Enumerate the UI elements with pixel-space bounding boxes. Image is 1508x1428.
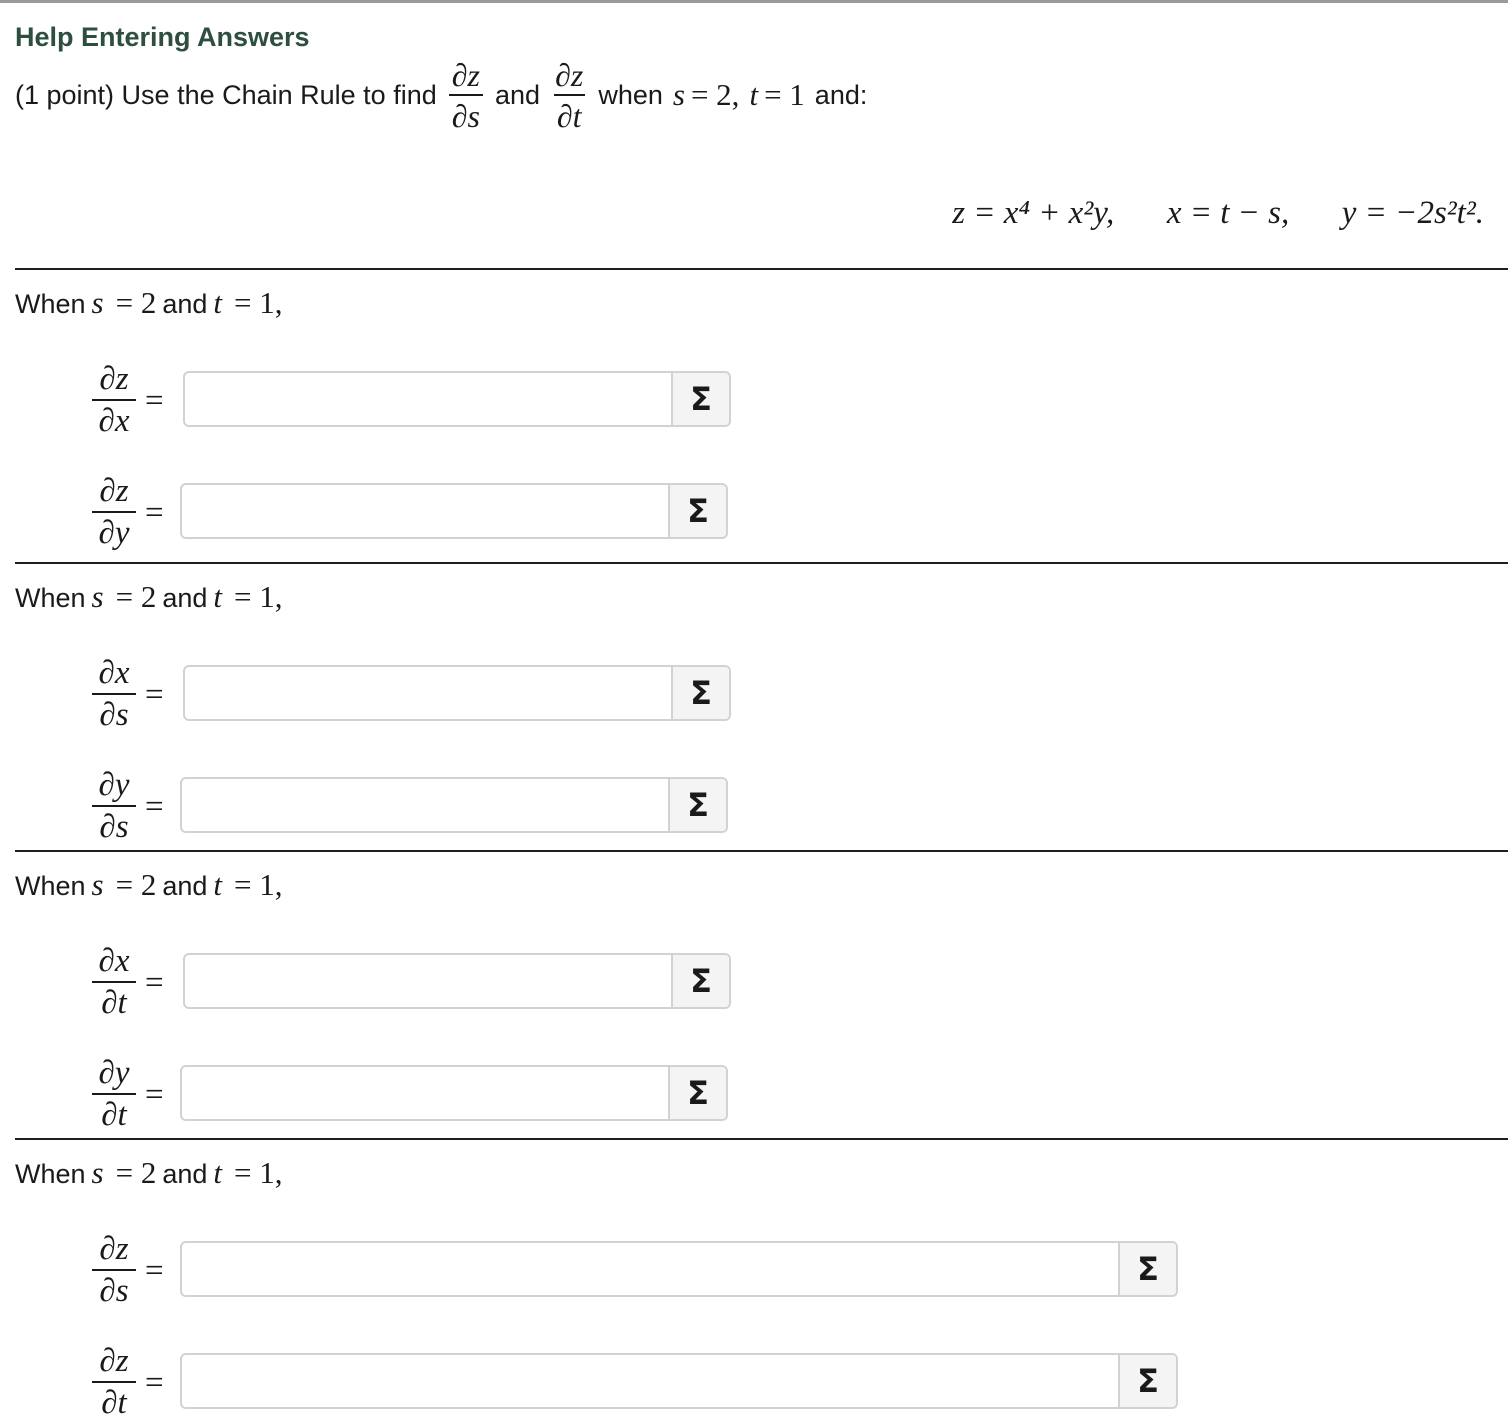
fraction-numerator: ∂y — [98, 1055, 130, 1091]
and-label: and — [162, 583, 208, 613]
fraction-numerator: ∂z — [99, 1343, 129, 1379]
var-t: t — [213, 867, 223, 902]
problem-intro: (1 point) Use the Chain Rule to find — [15, 79, 437, 110]
and-label: and — [162, 871, 208, 901]
answer-field-dx-dt[interactable] — [183, 953, 731, 1009]
help-entering-answers-link[interactable]: Help Entering Answers — [15, 22, 310, 52]
equals-sign: = — [145, 789, 164, 825]
section-divider — [15, 268, 1508, 270]
s-value: = 2 — [115, 285, 157, 320]
dz-ds-fraction — [95, 1233, 133, 1308]
fraction-numerator: ∂z — [99, 473, 129, 509]
fraction-numerator: ∂z — [99, 361, 129, 397]
answer-field-dz-dy[interactable] — [180, 483, 728, 539]
answer-field-dy-dt[interactable] — [180, 1065, 728, 1121]
answer-input-dz-dt[interactable] — [182, 1355, 1118, 1407]
answer-field-dz-ds[interactable] — [180, 1241, 1178, 1297]
s-value: = 2 — [115, 867, 157, 902]
equation-editor-button[interactable]: Σ — [671, 373, 729, 425]
when-label: When — [15, 289, 86, 319]
equation-editor-button[interactable]: Σ — [671, 955, 729, 1007]
fraction-numerator: ∂z — [451, 56, 480, 93]
z-definition: z = x⁴ + x²y, — [952, 195, 1115, 231]
t-value: = 1, — [234, 285, 283, 320]
fraction-denominator: ∂t — [92, 1093, 136, 1132]
fraction-denominator: ∂t — [92, 1381, 136, 1420]
answer-field-dx-ds[interactable] — [183, 665, 731, 721]
equals-sign: = — [145, 1253, 164, 1289]
answer-input-dy-dt[interactable] — [182, 1067, 668, 1119]
function-definitions — [952, 195, 1484, 232]
when-text: when — [598, 79, 663, 110]
t-value: = 1, — [234, 579, 283, 614]
fraction-numerator: ∂y — [98, 767, 130, 803]
var-t: t — [213, 1155, 223, 1190]
t-value: = 1, — [234, 867, 283, 902]
answer-field-dz-dt[interactable] — [180, 1353, 1178, 1409]
answer-field-dy-ds[interactable] — [180, 777, 728, 833]
section-heading — [15, 1155, 289, 1191]
dx-ds-fraction — [95, 657, 133, 732]
var-s: s — [91, 285, 104, 320]
s-value: = 2 — [115, 1155, 157, 1190]
problem-statement — [15, 55, 867, 135]
dz-dx-fraction — [95, 363, 133, 438]
fraction-numerator: ∂x — [98, 943, 130, 979]
and-colon-text: and: — [814, 79, 868, 110]
equation-editor-button[interactable]: Σ — [671, 667, 729, 719]
answer-input-dx-dt[interactable] — [185, 955, 671, 1007]
answer-input-dy-ds[interactable] — [182, 779, 668, 831]
equals-sign: = — [145, 495, 164, 531]
when-label: When — [15, 583, 86, 613]
fraction-denominator: ∂t — [554, 94, 585, 132]
and-label: and — [162, 1159, 208, 1189]
equals-sign: = — [145, 677, 164, 713]
var-t: t — [213, 285, 223, 320]
y-definition: y = −2s²t². — [1341, 195, 1484, 231]
equals-sign: = — [145, 383, 164, 419]
dy-dt-fraction — [95, 1057, 133, 1132]
section-heading — [15, 285, 289, 321]
fraction-denominator: ∂s — [92, 1269, 136, 1308]
when-label: When — [15, 1159, 86, 1189]
dz-ds-fraction — [449, 56, 483, 134]
var-s: s — [91, 867, 104, 902]
equals-sign: = — [145, 965, 164, 1001]
section-heading — [15, 579, 289, 615]
equation-editor-button[interactable]: Σ — [668, 779, 726, 831]
s-value: = 2 — [115, 579, 157, 614]
equation-editor-button[interactable]: Σ — [668, 1067, 726, 1119]
fraction-denominator: ∂x — [92, 399, 136, 438]
equals-sign: = — [145, 1365, 164, 1401]
var-s: s — [91, 1155, 104, 1190]
answer-input-dz-dx[interactable] — [185, 373, 671, 425]
and-text: and — [495, 79, 541, 110]
answer-input-dz-dy[interactable] — [182, 485, 668, 537]
and-label: and — [162, 289, 208, 319]
section-divider — [15, 1138, 1508, 1140]
when-label: When — [15, 871, 86, 901]
fraction-numerator: ∂z — [555, 56, 584, 93]
var-s: s — [91, 579, 104, 614]
top-rule — [0, 0, 1508, 3]
dz-dt-fraction — [95, 1345, 133, 1420]
dx-dt-fraction — [95, 945, 133, 1020]
answer-input-dx-ds[interactable] — [185, 667, 671, 719]
equals-sign: = — [145, 1077, 164, 1113]
s-value: = 2, — [690, 77, 740, 112]
fraction-numerator: ∂x — [98, 655, 130, 691]
equation-editor-button[interactable]: Σ — [1118, 1243, 1176, 1295]
dz-dt-fraction — [552, 56, 586, 134]
answer-field-dz-dx[interactable] — [183, 371, 731, 427]
var-t: t — [749, 77, 759, 112]
t-value: = 1, — [234, 1155, 283, 1190]
fraction-denominator: ∂s — [92, 693, 136, 732]
dy-ds-fraction — [95, 769, 133, 844]
t-value: = 1 — [764, 77, 805, 112]
answer-input-dz-ds[interactable] — [182, 1243, 1118, 1295]
var-t: t — [213, 579, 223, 614]
dz-dy-fraction — [95, 475, 133, 550]
fraction-denominator: ∂t — [92, 981, 136, 1020]
section-divider — [15, 562, 1508, 564]
x-definition: x = t − s, — [1166, 195, 1290, 231]
equation-editor-button[interactable]: Σ — [668, 485, 726, 537]
var-s: s — [672, 77, 685, 112]
section-divider — [15, 850, 1508, 852]
fraction-numerator: ∂z — [99, 1231, 129, 1267]
fraction-denominator: ∂y — [92, 511, 136, 550]
fraction-denominator: ∂s — [92, 805, 136, 844]
section-heading — [15, 867, 289, 903]
equation-editor-button[interactable]: Σ — [1118, 1355, 1176, 1407]
fraction-denominator: ∂s — [449, 94, 483, 132]
